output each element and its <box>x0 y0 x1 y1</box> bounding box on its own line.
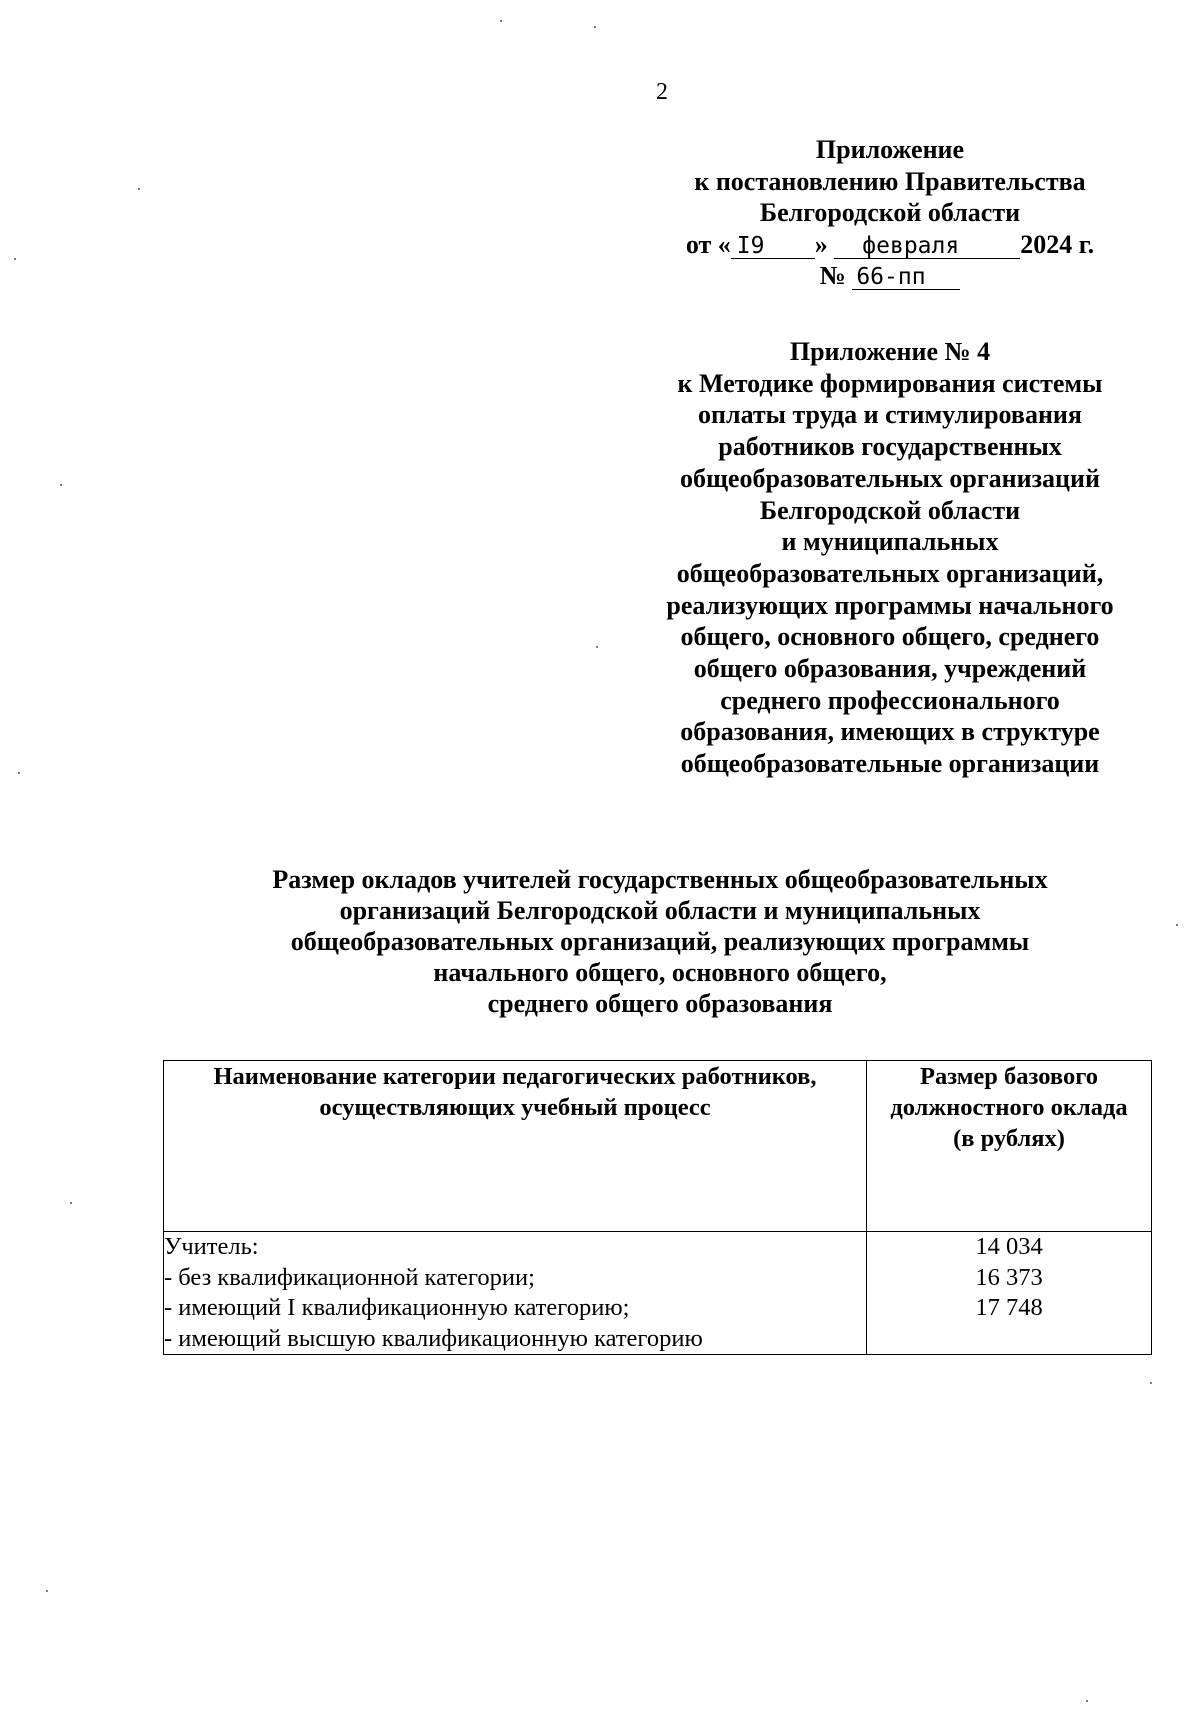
methodology-line: общего, основного общего, среднего <box>680 622 1100 652</box>
salary-value: 14 034 <box>975 1233 1043 1260</box>
appendix-date <box>630 229 1150 261</box>
salary-cell <box>867 1232 1152 1355</box>
scan-speck <box>594 26 596 28</box>
group-label: Учитель: <box>164 1233 259 1260</box>
methodology-line: оплаты труда и стимулирования <box>698 400 1082 430</box>
scan-speck <box>18 772 20 774</box>
header-salary-line: (в рублях) <box>953 1125 1065 1152</box>
category-item: - без квалификационной категории; <box>164 1263 535 1291</box>
header-salary <box>867 1061 1152 1232</box>
methodology-line: к Методике формирования системы <box>677 368 1103 398</box>
category-cell <box>164 1232 867 1355</box>
scan-speck <box>1176 924 1178 926</box>
scan-speck <box>14 258 16 260</box>
scan-speck <box>500 20 502 22</box>
methodology-appendix-title: Приложение № 4 <box>789 337 991 366</box>
scan-speck <box>60 484 62 486</box>
date-day-field: I9 <box>731 234 815 259</box>
scan-speck <box>46 1590 48 1592</box>
scan-speck <box>596 646 598 648</box>
table-row <box>164 1232 1152 1355</box>
methodology-appendix-header <box>640 336 1140 780</box>
methodology-line: среднего профессионального <box>720 685 1060 715</box>
title-line: организаций Белгородской области и муниципальных <box>339 896 981 925</box>
header-salary-line: Размер базового <box>920 1063 1098 1090</box>
header-category-line: Наименование категории педагогических работников, <box>213 1063 817 1090</box>
title-line: среднего общего образования <box>487 989 833 1018</box>
salary-value: 16 373 <box>975 1263 1043 1291</box>
date-year: 2024 г. <box>1020 229 1095 259</box>
methodology-line: Белгородской области <box>759 495 1021 525</box>
methodology-line: и муниципальных <box>781 527 999 557</box>
title-line: общеобразовательных организаций, реализующих программы <box>290 927 1030 956</box>
appendix-line: Белгородской области <box>759 198 1021 227</box>
date-prefix: от « <box>685 229 731 259</box>
appendix-title: Приложение <box>815 135 965 164</box>
scan-speck <box>70 1202 72 1204</box>
date-mid: » <box>814 229 828 259</box>
methodology-line: общеобразовательных организаций <box>679 463 1100 493</box>
header-category-line: осуществляющих учебный процесс <box>319 1094 711 1121</box>
header-category <box>164 1061 867 1232</box>
appendix-line: к постановлению Правительства <box>694 166 1086 196</box>
scan-speck <box>1150 1382 1152 1384</box>
methodology-line: общеобразовательные организации <box>680 749 1100 779</box>
methodology-line: общего образования, учреждений <box>693 654 1087 684</box>
category-item: - имеющий I квалификационную категорию; <box>164 1294 630 1321</box>
category-item: - имеющий высшую квалификационную категорию <box>164 1324 703 1352</box>
methodology-line: общеобразовательных организаций, <box>676 558 1104 588</box>
title-line: начального общего, основного общего, <box>433 958 887 987</box>
methodology-line: образования, имеющих в структуре <box>680 717 1100 747</box>
methodology-line: реализующих программы начального <box>666 590 1114 620</box>
table-header-row <box>164 1061 1152 1232</box>
salary-table <box>163 1060 1152 1355</box>
salary-value: 17 748 <box>975 1294 1043 1321</box>
title-line: Размер окладов учителей государственных общеобразовательных <box>272 865 1048 894</box>
document-title <box>180 864 1140 1019</box>
scan-speck <box>138 188 140 190</box>
appendix-header <box>630 134 1150 292</box>
page-number: 2 <box>656 79 668 105</box>
methodology-line: работников государственных <box>718 432 1062 462</box>
date-month-field: февраля <box>834 234 1020 259</box>
number-field: 66-пп <box>852 265 960 290</box>
scan-speck <box>1086 1700 1088 1702</box>
number-prefix: № <box>819 261 846 290</box>
header-salary-line: должностного оклада <box>890 1094 1128 1121</box>
appendix-number <box>630 260 1150 292</box>
